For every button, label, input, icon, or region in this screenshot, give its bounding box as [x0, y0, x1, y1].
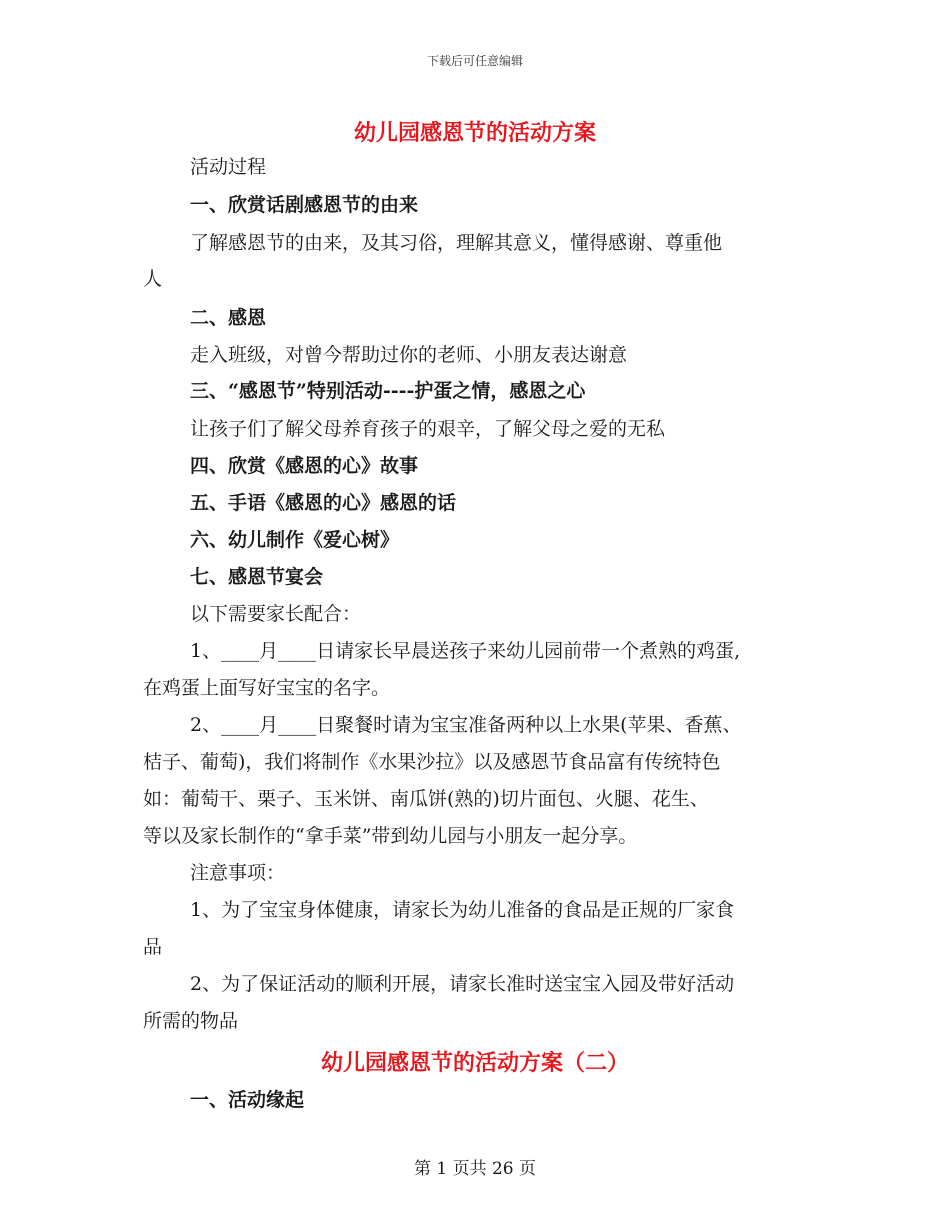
heading-7: 七、感恩节宴会	[190, 566, 324, 588]
paragraph-text: 走入班级，对曾今帮助过你的老师、小朋友表达谢意	[190, 344, 628, 366]
doc-title: 幼儿园感恩节的活动方案	[353, 120, 596, 146]
doc-title-2: 幼儿园感恩节的活动方案（二）	[320, 1050, 629, 1076]
paragraph-text: 在鸡蛋上面写好宝宝的名字。	[143, 677, 391, 699]
heading-1: 一、活动缘起	[190, 1089, 305, 1111]
heading-5: 五、手语《感恩的心》感恩的话	[190, 492, 457, 514]
paragraph-text: 2、____月____日聚餐时请为宝宝准备两种以上水果(苹果、香蕉、	[190, 714, 742, 736]
paragraph-text: 1、____月____日请家长早晨送孩子来幼儿园前带一个煮熟的鸡蛋,	[190, 640, 741, 662]
paragraph-text: 等以及家长制作的“拿手菜”带到幼儿园与小朋友一起分享。	[143, 825, 638, 847]
paragraph-text: 以下需要家长配合：	[190, 603, 362, 625]
heading-2: 二、感恩	[190, 307, 267, 329]
page-header: 下载后可任意编辑	[426, 54, 523, 68]
paragraph-text: 品	[143, 936, 163, 958]
paragraph-text: 了解感恩节的由来，及其习俗，理解其意义，懂得感谢、尊重他	[190, 232, 723, 254]
paragraph-text: 2、为了保证活动的顺利开展，请家长准时送宝宝入园及带好活动	[190, 973, 735, 995]
paragraph-text: 所需的物品	[143, 1010, 239, 1032]
paragraph-text: 让孩子们了解父母养育孩子的艰辛，了解父母之爱的无私	[190, 418, 666, 440]
paragraph-text: 如：葡萄干、栗子、玉米饼、南瓜饼(熟的)切片面包、火腿、花生、	[143, 788, 709, 810]
heading-3: 三、“感恩节”特别活动----护蛋之情，感恩之心	[190, 380, 586, 402]
section-label: 注意事项：	[190, 862, 286, 884]
page-footer: 第 1 页共 26 页	[413, 1159, 537, 1179]
heading-4: 四、欣赏《感恩的心》故事	[190, 455, 419, 477]
heading-1: 一、欣赏话剧感恩节的由来	[190, 194, 419, 216]
paragraph-text: 桔子、葡萄)，我们将制作《水果沙拉》以及感恩节食品富有传统特色	[143, 751, 721, 773]
paragraph-text: 人	[143, 268, 163, 290]
heading-6: 六、幼儿制作《爱心树》	[190, 529, 400, 551]
paragraph-text: 1、为了宝宝身体健康，请家长为幼儿准备的食品是正规的厂家食	[190, 899, 735, 921]
section-label: 活动过程	[190, 156, 267, 178]
